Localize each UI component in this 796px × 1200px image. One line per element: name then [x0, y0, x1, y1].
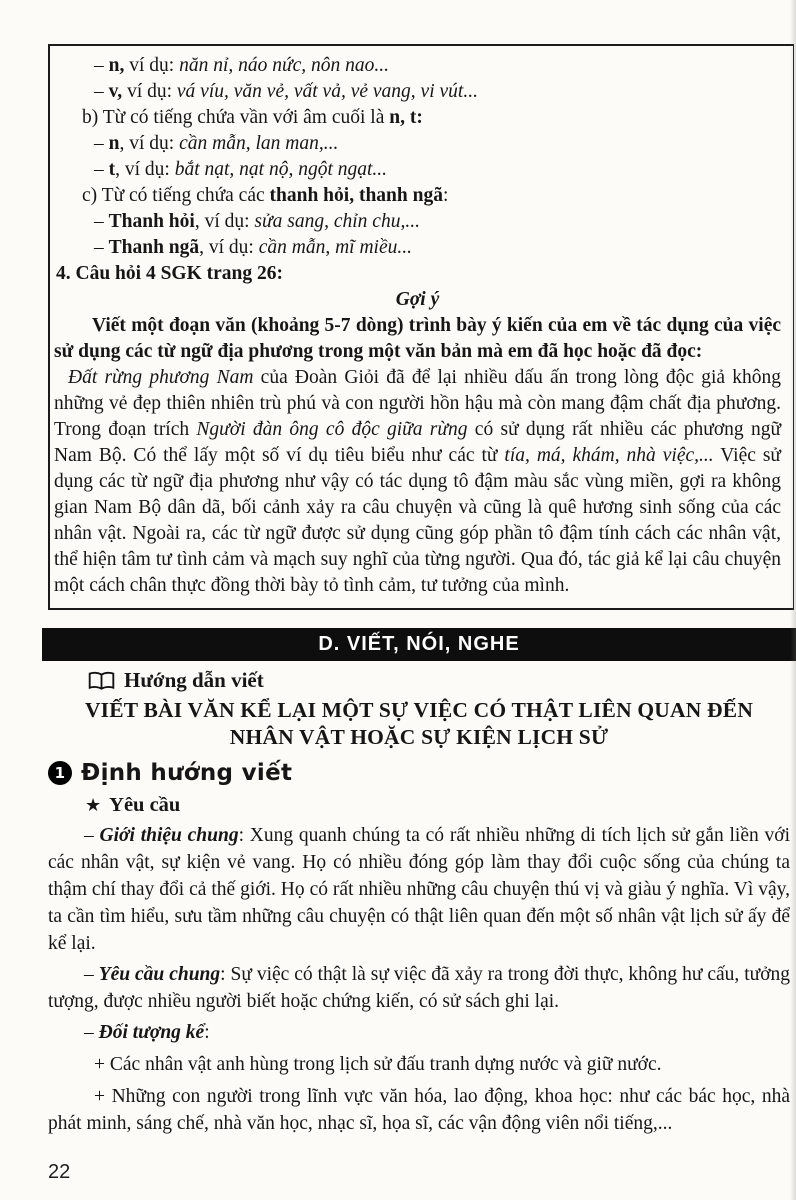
requirement-subheading — [85, 794, 796, 817]
numbered-heading — [48, 760, 796, 786]
section-banner — [42, 628, 796, 661]
text-line-item: – t, ví dụ: bắt nạt, nạt nộ, ngột ngạt... — [94, 159, 388, 180]
text-line-plus: + Các nhân vật anh hùng trong lịch sử đấu tranh dựng nước và giữ nước. — [94, 1054, 662, 1075]
body-text — [48, 822, 790, 1137]
text-line-sub: c) Từ có tiếng chứa các thanh hỏi, thanh ngã: — [82, 185, 449, 206]
text-line-prompt: Viết một đoạn văn (khoảng 5-7 dòng) trình bày ý kiến của em về tác dụng của việc sử dụng các từ ngữ địa phương trong một văn bản mà em đã học hoặc đã đọc: — [54, 315, 781, 362]
open-book-icon — [88, 671, 115, 691]
text-line-center: Gợi ý — [395, 289, 440, 310]
text-line-dash: – Đối tượng kể: — [84, 1022, 210, 1043]
lesson-title-line1: VIẾT BÀI VĂN KỂ LẠI MỘT SỰ VIỆC CÓ THẬT LIÊN QUAN ĐẾN — [84, 698, 754, 722]
writing-guide-label: Hướng dẫn viết — [124, 668, 264, 692]
circled-number-icon: 1 — [48, 761, 72, 785]
text-line-item: – Thanh hỏi, ví dụ: sửa sang, chỉn chu,... — [94, 211, 420, 232]
text-line-dash: – Yêu cầu chung: Sự việc có thật là sự việc đã xảy ra trong đời thực, không hư cấu, tưởng tượng, được nhiều người biết hoặc chứng kiến, có sử sách ghi lại. — [48, 964, 791, 1012]
section-banner-label: D. VIẾT, NÓI, NGHE — [318, 633, 520, 655]
exercise-answer-box — [48, 44, 794, 610]
star-icon: ★ — [85, 795, 102, 816]
page-number: 22 — [48, 1161, 71, 1183]
text-line-para: Đất rừng phương Nam của Đoàn Giỏi đã để lại nhiều dấu ấn trong lòng độc giả không những vẻ đẹp thiên nhiên trù phú và con người hồn hậu mà còn mang đậm chất địa phương. Trong đoạn trích Người đàn ông cô độc giữa rừng có sử dụng rất nhiều các phương ngữ Nam Bộ. Có thể lấy một số ví dụ tiêu biểu như các từ tía, má, khám, nhà việc,... Việc sử dụng các từ ngữ địa phương như vậy có tác dụng tô đậm màu sắc vùng miền, gợi ra không gian Nam Bộ dân dã, bối cảnh xảy ra câu chuyện và cũng là quê hương sinh sống của các nhân vật. Ngoài ra, các từ ngữ được sử dụng cũng góp phần tô đậm tính cách các nhân vật, thể hiện tâm tư tình cảm và mạch suy nghĩ của từng người. Qua đó, tác giả kể lại câu chuyện một cách chân thực đồng thời bày tỏ tình cảm, tư tưởng của mình. — [54, 367, 782, 596]
text-line-sub: b) Từ có tiếng chứa vần với âm cuối là n, t: — [82, 107, 423, 128]
requirement-label: Yêu cầu — [109, 794, 181, 816]
lesson-title-line2: NHÂN VẬT HOẶC SỰ KIỆN LỊCH SỬ — [229, 725, 609, 749]
text-line-item: – v, ví dụ: vá víu, văn vẻ, vất vả, vẻ vang, vi vút... — [94, 81, 478, 102]
text-line-plus: + Những con người trong lĩnh vực văn hóa, lao động, khoa học: như các bác học, nhà phát minh, sáng chế, nhà văn học, nhạc sĩ, họa sĩ, các vận động viên nổi tiếng,... — [48, 1086, 790, 1134]
numbered-heading-label: Định hướng viết — [81, 760, 293, 786]
text-line-dash: – Giới thiệu chung: Xung quanh chúng ta có rất nhiều những di tích lịch sử gắn liền với các nhân vật, sự kiện vẻ vang. Họ có nhiều đóng góp làm thay đổi cuộc sống của chúng ta thậm chí thay đổi cả thế giới. Họ có rất nhiều những câu chuyện thú vị và giàu ý nghĩa. Vì vậy, ta cần tìm hiểu, sưu tầm những câu chuyện có thật liên quan đến một số nhân vật lịch sử ấy để kể lại. — [48, 825, 790, 954]
text-line-head: 4. Câu hỏi 4 SGK trang 26: — [56, 263, 283, 284]
text-line-item: – n, ví dụ: cần mẫn, lan man,... — [94, 133, 339, 154]
text-line-item: – Thanh ngã, ví dụ: cần mẫn, mĩ miều... — [94, 237, 413, 258]
writing-guide-heading — [88, 668, 796, 693]
text-line-item: – n, ví dụ: năn nỉ, náo nức, nôn nao... — [94, 55, 390, 76]
lesson-title — [48, 697, 790, 751]
